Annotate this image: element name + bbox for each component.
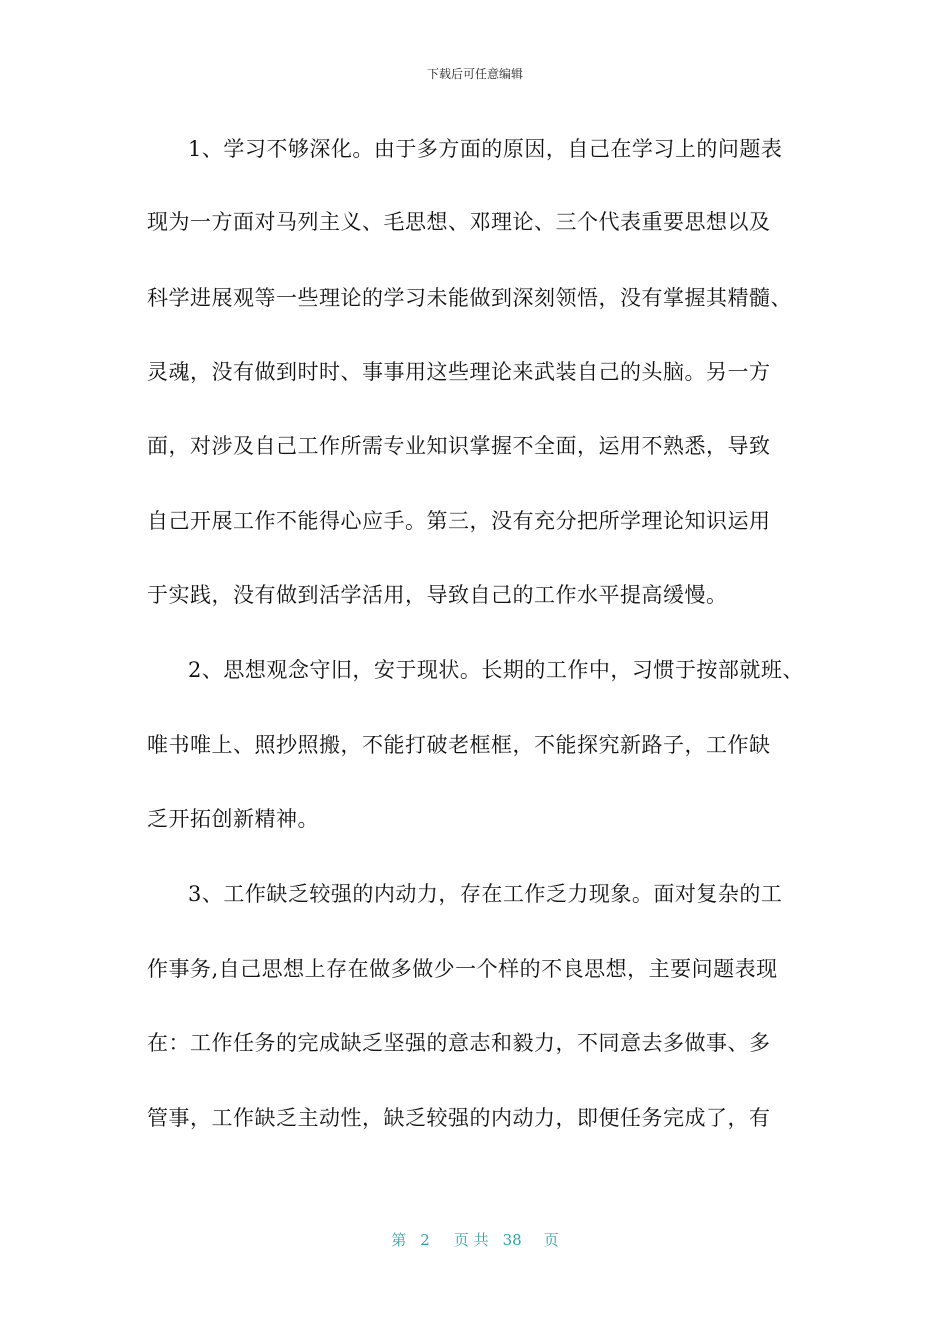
paragraph-line: 作事务,自己思想上存在做多做少一个样的不良思想，主要问题表现	[147, 957, 778, 981]
paragraph-line: 于实践，没有做到活学活用，导致自己的工作水平提高缓慢。	[147, 583, 728, 607]
total-pages: 38	[502, 1231, 522, 1249]
paragraph-line: 面，对涉及自己工作所需专业知识掌握不全面，运用不熟悉，导致	[147, 434, 771, 458]
page-number: 2	[420, 1231, 430, 1249]
page-middle: 页 共	[453, 1231, 489, 1249]
paragraph-line: 1、学习不够深化。由于多方面的原因，自己在学习上的问题表	[188, 137, 783, 161]
paragraph-line: 3、工作缺乏较强的内动力，存在工作乏力现象。面对复杂的工	[188, 882, 783, 906]
paragraph-line: 自己开展工作不能得心应手。第三，没有充分把所学理论知识运用	[147, 509, 771, 533]
paragraph-line: 现为一方面对马列主义、毛思想、邓理论、三个代表重要思想以及	[147, 210, 771, 234]
paragraph-line: 在：工作任务的完成缺乏坚强的意志和毅力，不同意去多做事、多	[147, 1031, 771, 1055]
page-prefix: 第	[391, 1231, 407, 1249]
paragraph-line: 2、思想观念守旧，安于现状。长期的工作中，习惯于按部就班、	[188, 658, 804, 682]
paragraph-line: 唯书唯上、照抄照搬，不能打破老框框，不能探究新路子，工作缺	[147, 733, 771, 757]
paragraph-line: 乏开拓创新精神。	[147, 807, 319, 831]
page-header: 下载后可任意编辑	[426, 67, 523, 81]
page-footer	[0, 1230, 950, 1250]
paragraph-line: 科学进展观等一些理论的学习未能做到深刻领悟，没有掌握其精髓、	[147, 286, 792, 310]
paragraph-line: 管事，工作缺乏主动性，缺乏较强的内动力，即便任务完成了，有	[147, 1106, 771, 1130]
paragraph-line: 灵魂，没有做到时时、事事用这些理论来武装自己的头脑。另一方	[147, 360, 771, 384]
page-suffix: 页	[543, 1231, 559, 1249]
